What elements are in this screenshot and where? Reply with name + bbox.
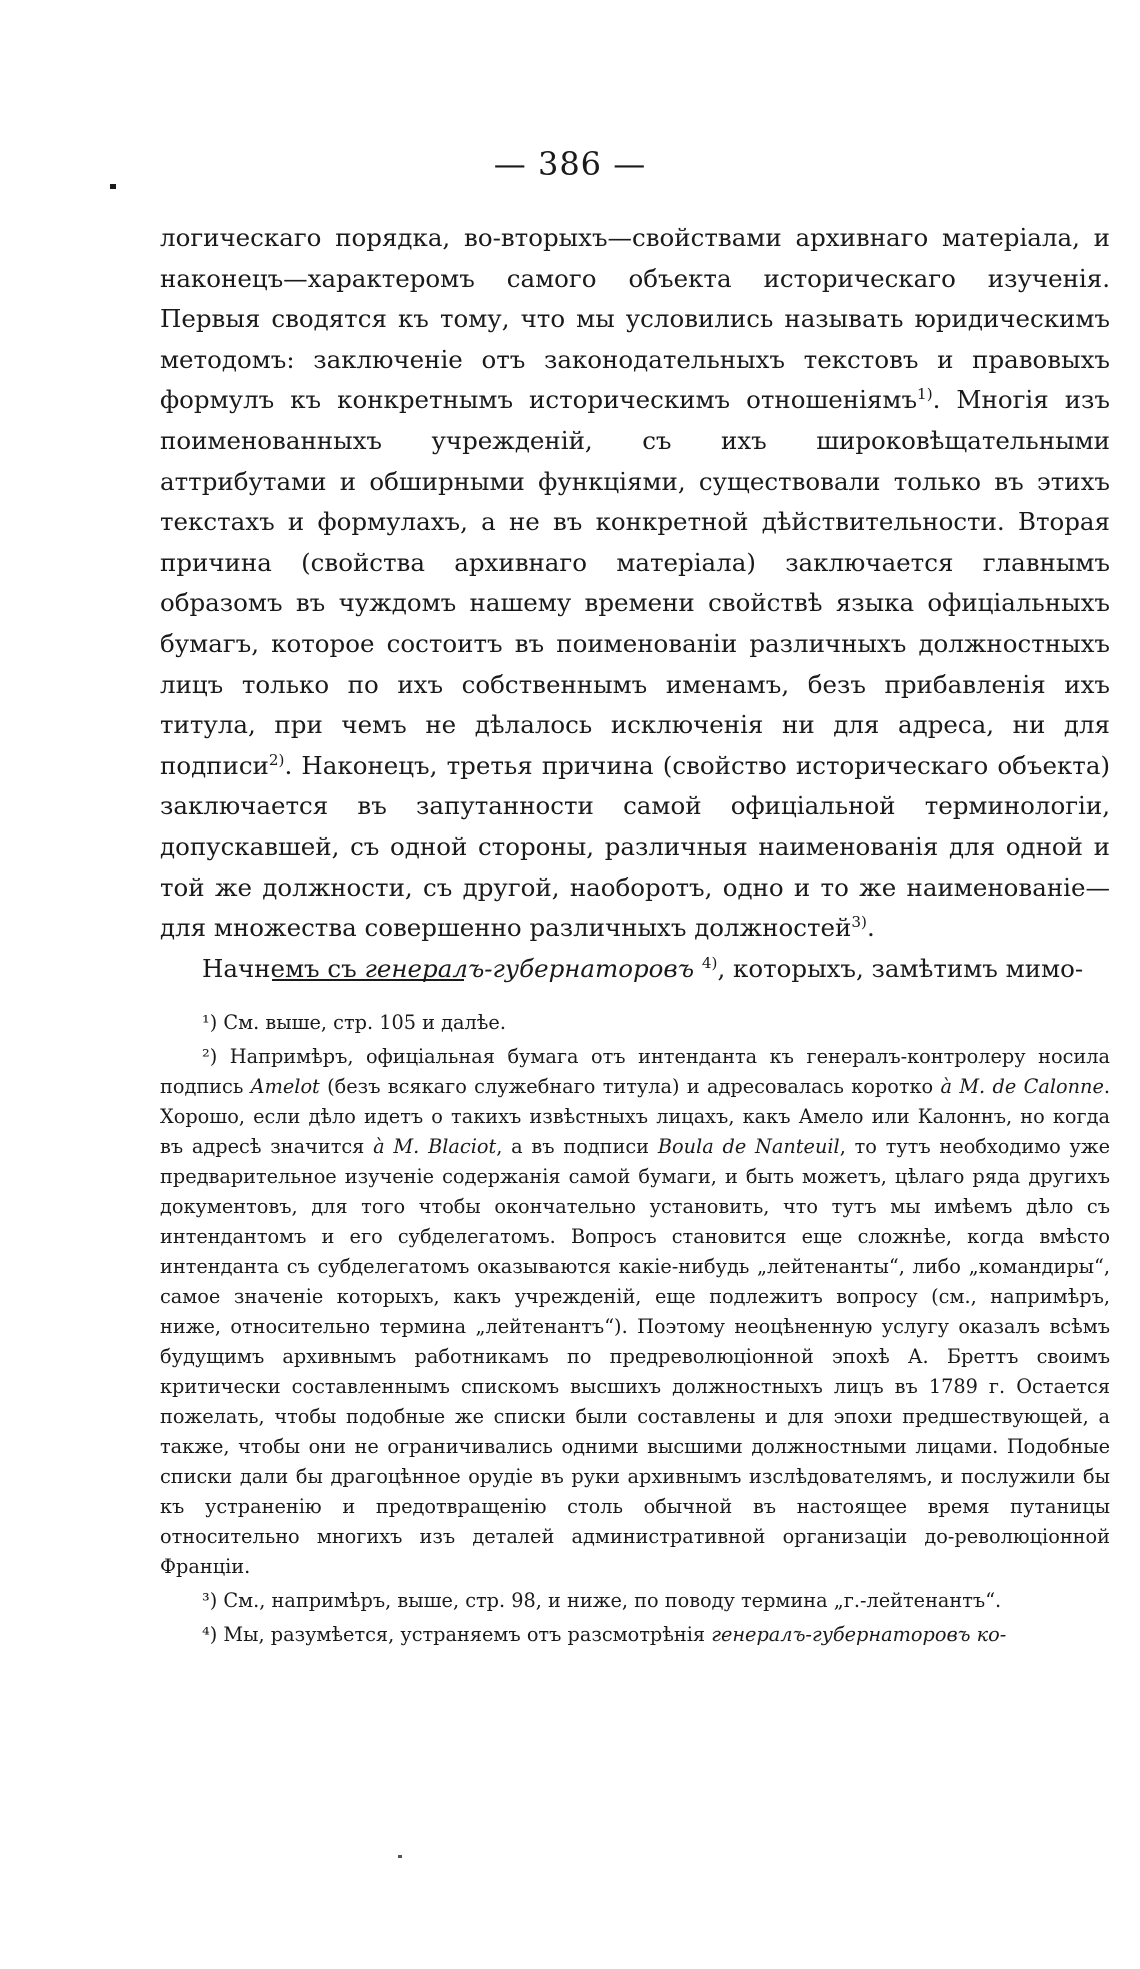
footnote-4-term: генералъ-губернаторовъ ко- bbox=[711, 1623, 1007, 1646]
paragraph-2-tail: , которыхъ, замѣтимъ мимо- bbox=[717, 953, 1084, 983]
paragraph-1-text-3: . Наконецъ, третья причина (свойство историческаго объекта) заключается въ запутанности самой офиціальной терминологіи, допускавшей, съ одной стороны, различныя наименованія для одной и той же должности, съ другой, наоборотъ, одно и то же наименованіе—для множества совершенно различныхъ должностей bbox=[160, 750, 1110, 943]
paragraph-2-lead: Начнемъ съ bbox=[202, 953, 365, 983]
paragraph-1-text-2: . Многія изъ поименованныхъ учрежденій, съ ихъ широковѣщательными аттрибутами и обширными функціями, существовали только въ этихъ текстахъ и формулахъ, а не въ конкретной дѣйствительности. Вторая причина (свойства архивнаго матеріала) заключается главнымъ образомъ въ чуждомъ нашему времени свойствѣ языка офиціальныхъ бумагъ, которое состоитъ въ поименованіи различныхъ должностныхъ лицъ только по ихъ собственнымъ именамъ, безъ прибавленія ихъ титула, при чемъ не дѣлалось исключенія ни для адреса, ни для подписи bbox=[160, 385, 1110, 780]
footnote-2: ²) Напримѣръ, офиціальная бумага отъ интенданта къ генералъ-контролеру носила подпись Amelot (безъ всякаго служебнаго титула) и адресовалась коротко à M. de Calonne. Хорошо, если дѣло идетъ о такихъ извѣстныхъ лицахъ, какъ Амело или Калоннъ, но когда въ адресѣ значится à M. Blaciot, а въ подписи Boula de Nanteuil, то тутъ необходимо уже предварительное изученіе содержанія самой бумаги, и быть можетъ, цѣлаго ряда другихъ документовъ, для того чтобы окончательно установить, что тутъ мы имѣемъ дѣло съ интендантомъ и его субделегатомъ. Вопросъ становится еще сложнѣе, когда вмѣсто интенданта съ субделегатомъ оказываются какіе-нибудь „лейтенанты“, либо „командиры“, самое значеніе которыхъ, какъ учрежденій, еще подлежитъ вопросу (см., напримѣръ, ниже, относительно термина „лейтенантъ“). Поэтому неоцѣненную услугу оказалъ всѣмъ будущимъ архивнымъ работникамъ по предреволюціонной эпохѣ А. Бреттъ своимъ критически составленнымъ спискомъ высшихъ должностныхъ лицъ въ 1789 г. Остается пожелать, чтобы подобные же списки были составлены и для эпохи предшествующей, а также, чтобы они не ограничивались одними высшими должностными лицами. Подобные списки дали бы драгоцѣнное орудіе въ руки архивнымъ изслѣдователямъ, и послужили бы къ устраненію и предотвращенію столь обычной въ настоящее время путаницы относительно многихъ изъ деталей административной организаціи до-революціонной Франціи. bbox=[160, 1045, 1110, 1578]
footnote-ref-1[interactable]: 1) bbox=[917, 385, 933, 404]
main-text bbox=[160, 218, 1110, 989]
paragraph-2 bbox=[160, 949, 1110, 990]
footnote-ref-4[interactable]: 4) bbox=[701, 953, 718, 972]
footnote-4: ⁴) Мы, разумѣется, устраняемъ отъ разсмотрѣнія генералъ-губернаторовъ ко- bbox=[202, 1623, 1007, 1646]
footnote-2-name-amelot: Amelot bbox=[250, 1075, 320, 1098]
footnote-2-name-blaciot: à M. Blaciot bbox=[373, 1135, 497, 1158]
footnote-ref-3[interactable]: 3) bbox=[851, 912, 867, 931]
margin-mark bbox=[110, 184, 116, 189]
page-number: — 386 — bbox=[493, 145, 647, 183]
footnote-2-name-nanteuil: Boula de Nanteuil bbox=[657, 1135, 840, 1158]
bottom-mark bbox=[398, 1855, 402, 1858]
paragraph-1-text: логическаго порядка, во-вторыхъ—свойствами архивнаго матеріала, и наконецъ—характеромъ самого объекта историческаго изученія. Первыя сводятся къ тому, что мы условились называть юридическимъ методомъ: заключеніе отъ законодательныхъ текстовъ и правовыхъ формулъ къ конкретнымъ историческимъ отношеніямъ bbox=[160, 223, 1110, 415]
footnote-3: ³) См., напримѣръ, выше, стр. 98, и ниже, по поводу термина „г.-лейтенантъ“. bbox=[202, 1589, 1002, 1612]
paragraph-1-text-4: . bbox=[866, 913, 875, 943]
footnote-ref-2[interactable]: 2) bbox=[268, 750, 285, 769]
paragraph-1 bbox=[160, 218, 1110, 949]
footnote-1: ¹) См. выше, стр. 105 и далѣе. bbox=[202, 1011, 506, 1034]
footnotes bbox=[160, 1008, 1110, 1650]
footnote-separator bbox=[272, 979, 464, 981]
footnote-2-name-calonne: à M. de Calonne bbox=[940, 1075, 1104, 1098]
paragraph-2-term: генералъ-губернаторовъ bbox=[364, 953, 695, 983]
